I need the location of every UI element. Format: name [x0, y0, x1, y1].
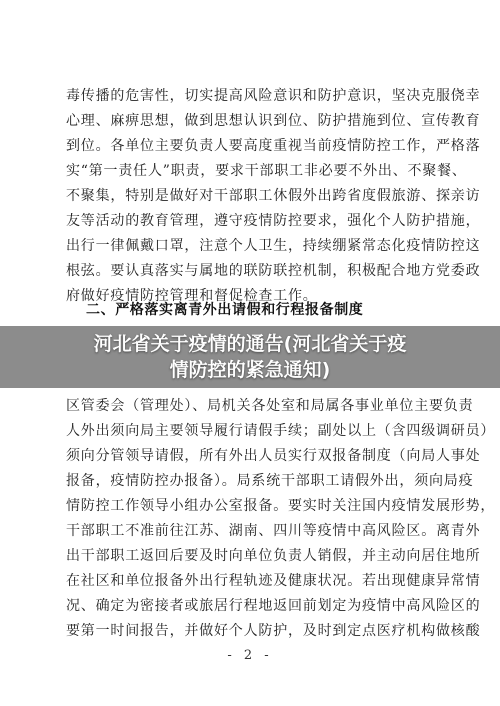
- banner-title-line-2: 情防控的紧急通知): [169, 359, 331, 381]
- page-number: - 2 -: [227, 648, 273, 663]
- body-line: 人外出须向局主要领导履行请假手续；副处以上（含四级调研员）: [66, 423, 496, 439]
- body-line: 报备，疫情防控办报备）。局系统干部职工请假外出，须向局疫: [66, 473, 474, 489]
- banner-title-line-1: 河北省关于疫情的通告(河北省关于疫: [93, 333, 407, 355]
- body-line: 须向分管领导请假，所有外出人员实行双报备制度（向局人事处: [66, 448, 481, 464]
- body-line: 毒传播的危害性，切实提高风险意识和防护意识，坚决克服侥幸: [66, 88, 481, 104]
- body-line: 心理、麻痹思想，做到思想认识到位、防护措施到位、宣传教育: [66, 113, 481, 129]
- body-line: 出行一律佩戴口罩，注意个人卫生，持续绷紧常态化疫情防控这: [66, 238, 481, 254]
- body-line: 实“第一责任人”职责，要求干部职工非必要不外出、不聚餐、: [66, 163, 467, 179]
- body-line: 在社区和单位报备外出行程轨迹及健康状况。若出现健康异常情: [66, 573, 481, 589]
- body-line: 府做好疫情防控管理和督促检查工作。: [66, 288, 318, 304]
- body-line: 根弦。要认真落实与属地的联防联控机制，积极配合地方党委政: [66, 263, 481, 279]
- body-line: 情防控工作领导小组办公室报备。要实时关注国内疫情发展形势，: [66, 498, 496, 514]
- body-line: 友等活动的教育管理，遵守疫情防控要求，强化个人防护措施，: [66, 213, 481, 229]
- body-line: 干部职工不准前往江苏、湖南、四川等疫情中高风险区。离青外: [66, 523, 481, 539]
- body-line: 况、确定为密接者或旅居行程地返回前划定为疫情中高风险区的: [66, 598, 481, 614]
- body-line: 要第一时间报告，并做好个人防护，及时到定点医疗机构做核酸: [66, 623, 481, 639]
- body-line: 区管委会（管理处）、局机关各处室和局属各事业单位主要负责: [66, 398, 474, 414]
- body-line: 出干部职工返回后要及时向单位负责人销假，并主动向居住地所: [66, 548, 481, 564]
- body-line: 到位。各单位主要负责人要高度重视当前疫情防控工作，严格落: [66, 138, 481, 154]
- title-banner: [0, 326, 500, 388]
- section-heading: 二、严格落实离青外出请假和行程报备制度: [86, 302, 364, 318]
- body-line: 不聚集，特别是做好对干部职工休假外出跨省度假旅游、探亲访: [66, 188, 481, 204]
